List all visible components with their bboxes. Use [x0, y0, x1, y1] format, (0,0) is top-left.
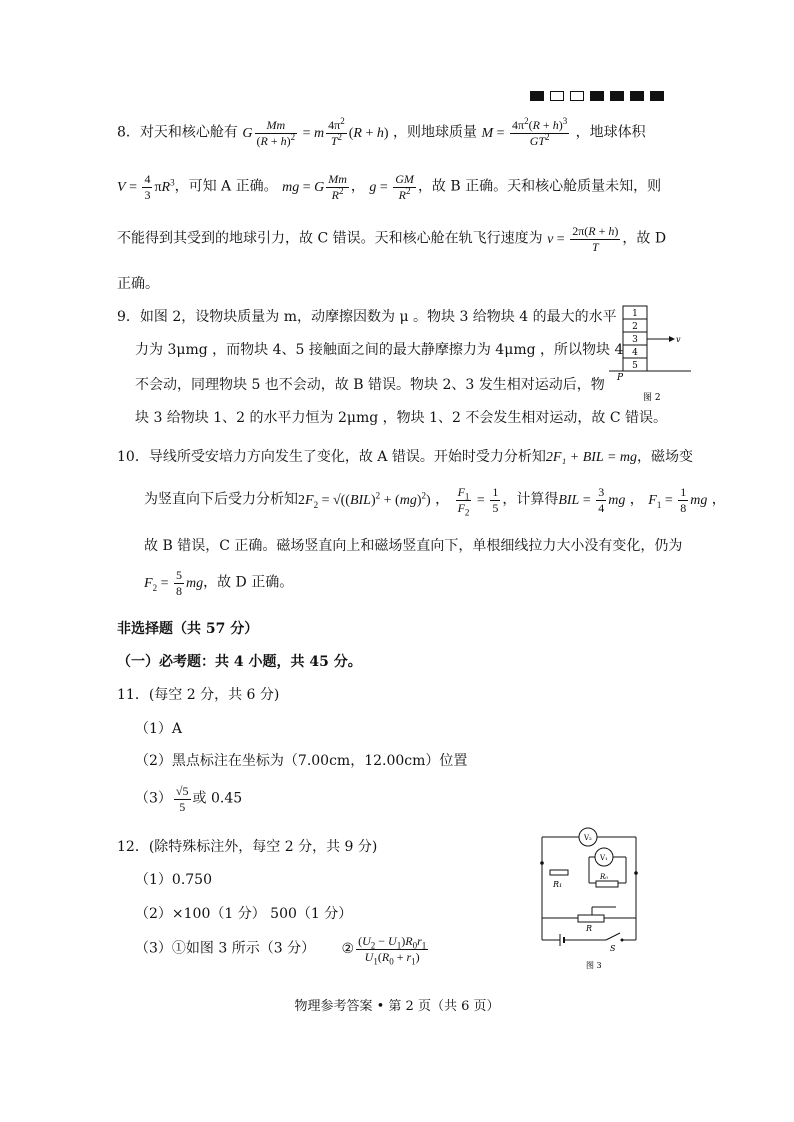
figure-2-caption: 图 2 — [643, 393, 661, 403]
rheostat-r-icon — [578, 915, 604, 922]
q8-text: ，故 B 正确。天和核心舱质量未知，则 — [417, 178, 662, 195]
q8-formula-g2: g = $\frac{GM}{R^2}$ — [369, 172, 414, 202]
header-mark — [610, 91, 624, 101]
section-title: 非选择题（共 57 分） — [117, 621, 259, 637]
point-p-label: P — [617, 373, 624, 383]
q10-line3: 故 B 错误，C 正确。磁场竖直向上和磁场竖直向下，单根细线拉力大小没有变化，仍为 — [144, 538, 683, 554]
q10-text: ，计算得 — [502, 491, 559, 508]
q11-answer-3-text: 或 0.45 — [192, 790, 243, 807]
q10-text: 导线所受安培力方向发生了变化，故 A 错误。开始时受力分析知 — [148, 449, 546, 465]
q8-number: 8． — [117, 124, 140, 141]
q9-line3: 不会动，同理物块 5 也不会动，故 B 错误。物块 2、3 发生相对运动后，物 — [135, 377, 605, 393]
v2-label: V₂ — [584, 834, 592, 842]
q11-formula-sqrt5: $\frac{√5}{5}$ — [175, 784, 189, 814]
q8-text: ，则地球质量 — [392, 124, 477, 141]
q12-formula-result: $\frac{(U_2 - U_1)R_0r_1}{U_1(R_0 + r_1)}$ — [358, 934, 427, 967]
block-label: 5 — [632, 361, 638, 371]
q8-formula-velocity: v = $\frac{2\pi(R + h)}{T}$ — [547, 224, 619, 254]
q12-heading: 12．(除特殊标注外，每空 2 分，共 9 分) — [117, 839, 378, 855]
q8-formula-mass: M = $\frac{4\pi^2(R + h)^3}{GT^2}$ — [481, 116, 568, 148]
q11-answer-1: （1）A — [135, 721, 183, 737]
figure-2 — [605, 302, 705, 406]
q9-line2: 力为 3μmg ，而物块 4、5 接触面之间的最大静摩擦力为 4μmg ，所以物块 4 — [135, 342, 624, 358]
q9-line4: 块 3 给物块 1、2 的水平力恒为 2μmg ，物块 1、2 不会发生相对运动，故 C 错误。 — [135, 410, 667, 426]
block-label: 4 — [632, 348, 638, 358]
q11-answer-3 — [135, 784, 242, 815]
q11-answer-3-label: （3） — [135, 790, 172, 807]
q8-text: ，故 D — [622, 230, 667, 247]
q10-formula-balance: 2F₁ + BIL = mg — [545, 450, 638, 465]
figure-3 — [536, 823, 656, 975]
q10-line4 — [144, 568, 293, 599]
header-mark — [650, 91, 664, 101]
q8-text: ，可知 A 正确。 — [174, 178, 278, 195]
q12-answer-3-label: ② — [341, 940, 355, 957]
q10-formula-f2: $2F_2 = √((BIL)^2 + (mg)^2)$ — [298, 490, 431, 510]
q12-answer-3-text: （3）①如图 3 所示（3 分） — [135, 940, 316, 957]
q8-formula-volume: V = $\frac{4}{3}$ $\pi R^3$ — [117, 172, 175, 202]
junction-dot — [540, 861, 544, 865]
q10-text: ，磁场变 — [637, 449, 694, 465]
header-mark — [630, 91, 644, 101]
q12-answer-1: （1）0.750 — [135, 872, 212, 888]
figure-3-svg — [536, 823, 656, 975]
v1-label: V₁ — [600, 854, 608, 862]
page-footer: 物理参考答案 • 第 2 页（共 6 页） — [294, 999, 500, 1014]
figure-3-caption: 图 3 — [586, 961, 602, 970]
switch-s-icon — [606, 933, 620, 940]
q10-formula-bil: BIL = $\frac{3}{4}$ mg — [558, 485, 626, 515]
q10-text: 为竖直向下后受力分析知 — [144, 491, 298, 508]
r1-label: R₁ — [553, 880, 563, 889]
header-mark — [530, 91, 544, 101]
q11-heading: 11．(每空 2 分，共 6 分) — [117, 687, 280, 703]
q8-line1 — [117, 118, 646, 149]
header-mark — [590, 91, 604, 101]
q8-formula-g1: mg = G $\frac{Mm}{R^2}$ — [282, 172, 347, 202]
header-marks — [530, 88, 670, 104]
block-label: 3 — [632, 335, 638, 345]
junction-dot — [634, 871, 638, 875]
r0-label: R₀ — [600, 873, 609, 881]
switch-contact — [621, 939, 624, 942]
q8-text: 对天和核心舱有 — [139, 124, 238, 141]
header-mark — [550, 91, 564, 101]
q9-number: 9． — [117, 309, 140, 325]
q11-answer-2: （2）黑点标注在坐标为（7.00cm，12.00cm）位置 — [135, 753, 468, 769]
resistor-r1-icon — [550, 870, 568, 875]
resistor-r0-icon — [596, 881, 618, 887]
q10-formula-ratio: $\frac{F_1}{F_2}$ = $\frac{1}{5}$ — [457, 485, 499, 518]
q10-line1 — [117, 446, 693, 466]
q9-line1 — [117, 306, 617, 326]
q8-line4: 正确。 — [117, 276, 159, 292]
section-subtitle: （一）必考题：共 4 小题，共 45 分。 — [117, 654, 362, 670]
arrow-head-icon — [669, 336, 675, 342]
r-label: R — [586, 924, 593, 933]
block-label: 2 — [632, 322, 638, 332]
q10-text: ，故 D 正确。 — [203, 574, 294, 591]
q12-answer-3 — [135, 934, 430, 965]
q10-line2: 为竖直向下后受力分析知$2F_2 = √((BIL)^2 + (mg)^2)$ ， $\frac{F_1}{F_2}$ = $\frac{1}{5}$ ，计算得BIL = $\frac{3}{4}$ mg ， $F_1$ = $\frac{1}{8}$ mg ， — [144, 485, 726, 518]
q8-text: 不能得到其受到的地球引力，故 C 错误。天和核心舱在轨飞行速度为 — [117, 230, 543, 247]
q8-formula-force: G $\frac{Mm}{(R + h)^2}$ = m $\frac{4\pi^2}{T^2}$ (R + h) — [242, 116, 389, 148]
figure-2-svg — [605, 302, 705, 406]
block-label: 1 — [632, 309, 638, 319]
velocity-label: v — [676, 335, 681, 344]
header-mark — [570, 91, 584, 101]
q10-formula-f2-final: $F_2$ = $\frac{5}{8}$ mg — [144, 568, 204, 598]
s-label: S — [610, 944, 616, 953]
q10-number: 10． — [117, 449, 149, 465]
q8-line2: V = $\frac{4}{3}$ $\pi R^3$，可知 A 正确。 mg = G $\frac{Mm}{R^2}$ ， g = $\frac{GM}{R^2}$ ，故 B 正确。天和核心舱质量未知，则 — [117, 172, 662, 202]
q8-line3 — [117, 224, 666, 255]
q8-text: ，地球体积 — [575, 124, 646, 141]
q9-text: 如图 2，设物块质量为 m，动摩擦因数为 μ 。物块 3 给物块 4 的最大的水平 — [139, 309, 617, 325]
q12-answer-2: （2）×100（1 分） 500（1 分） — [135, 906, 353, 922]
q10-formula-f1: $F_1$ = $\frac{1}{8}$ mg — [648, 485, 708, 515]
